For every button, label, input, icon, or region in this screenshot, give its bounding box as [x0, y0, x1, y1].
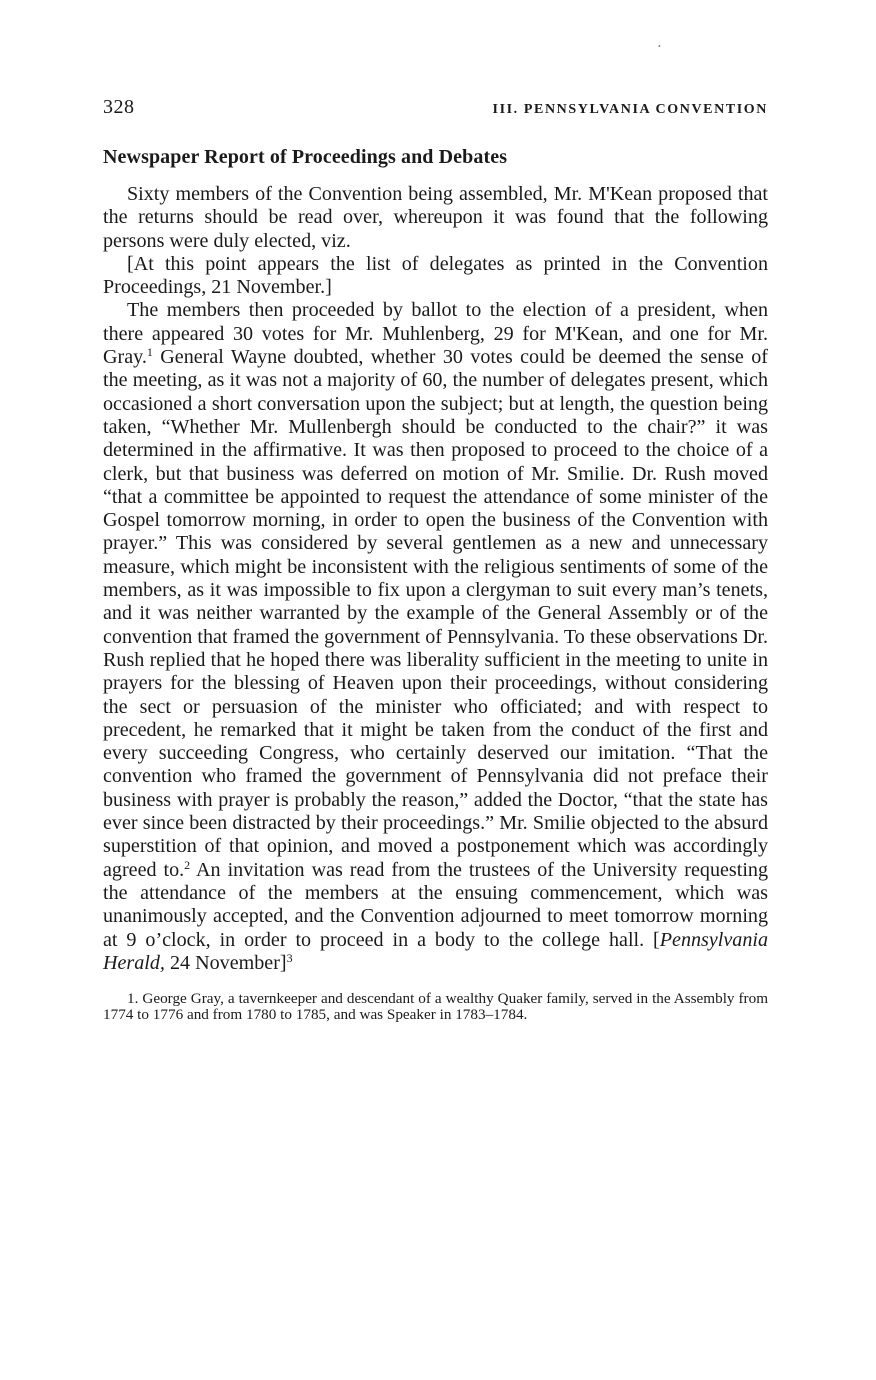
- footnote-text: George Gray, a tavernkeeper and descendant of a wealthy Quaker family, served in the Assembly from 1774 to 1776 and from 1780 to 1785, and was Speaker in 1783–1784.: [103, 990, 769, 1024]
- footnote-ref: 3: [286, 950, 293, 965]
- running-head: [103, 96, 768, 126]
- footnote-ref: 1: [146, 345, 153, 360]
- book-page: [103, 96, 768, 1024]
- paragraph-text: The members then proceeded by ballot to the election of a president, when there appeared 30 votes for Mr. Muhlenberg, 29 for M'Kean, and one for Mr. Gray.: [103, 299, 768, 369]
- running-title: III. PENNSYLVANIA CONVENTION: [492, 102, 768, 117]
- footnote-number: 1.: [127, 990, 139, 1008]
- section-title: Newspaper Report of Proceedings and Debates: [103, 146, 508, 168]
- paragraph-text: 24 November]: [164, 951, 287, 974]
- paragraph-text: An invitation was read from the trustees of the University requesting the attendance of the members at the ensuing commencement, which was unanimously accepted, and the Convention adjourned to meet tomorrow morning at 9 o’clock, in order to proceed in a body to the college hall. [: [103, 858, 768, 951]
- footnote: [103, 991, 768, 1023]
- source-citation: Pennsylvania Herald,: [103, 928, 768, 974]
- footnote-ref: 2: [184, 857, 191, 872]
- paragraph: [At this point appears the list of delegates as printed in the Convention Proceedings, 21 November.]: [103, 252, 768, 299]
- body-text: [103, 183, 768, 975]
- paragraph: Sixty members of the Convention being assembled, Mr. M'Kean proposed that the returns should be read over, whereupon it was found that the following persons were duly elected, viz.: [103, 183, 768, 252]
- paragraph-text: General Wayne doubted, whether 30 votes could be deemed the sense of the meeting, as it was not a majority of 60, the number of delegates present, which occasioned a short conversation upon the subject; but at length, the question being taken, “Whether Mr. Mullenbergh should be conducted to the chair?” it was determined in the affirmative. It was then proposed to proceed to the choice of a clerk, but that business was deferred on motion of Mr. Smilie. Dr. Rush moved “that a committee be appointed to request the attendance of some minister of the Gospel tomorrow morning, in order to open the business of the Convention with prayer.” This was considered by several gentlemen as a new and unnecessary measure, which might be inconsistent with the religious sentiments of some of the members, as it was impossible to fix upon a clergyman to suit every man’s tenets, and it was neither warranted by the example of the General Assembly or of the convention that framed the government of Pennsylvania. To these observations Dr. Rush replied that he hoped there was liberality sufficient in the meeting to unite in prayers for the blessing of Heaven upon their proceedings, without considering the sect or persuasion of the minister who officiated; and with respect to precedent, he remarked that it might be taken from the conduct of the first and every succeeding Congress, who certainly deserved our imitation. “That the convention who framed the government of Pennsylvania did not preface their business with prayer is probably the reason,” added the Doctor, “that the state has ever since been distracted by their proceedings.” Mr. Smilie objected to the absurd superstition of that opinion, and moved a postponement which was accordingly agreed to.: [103, 346, 768, 881]
- paragraph: [103, 299, 768, 975]
- print-speck: •: [658, 42, 661, 51]
- page-number: 328: [103, 96, 135, 118]
